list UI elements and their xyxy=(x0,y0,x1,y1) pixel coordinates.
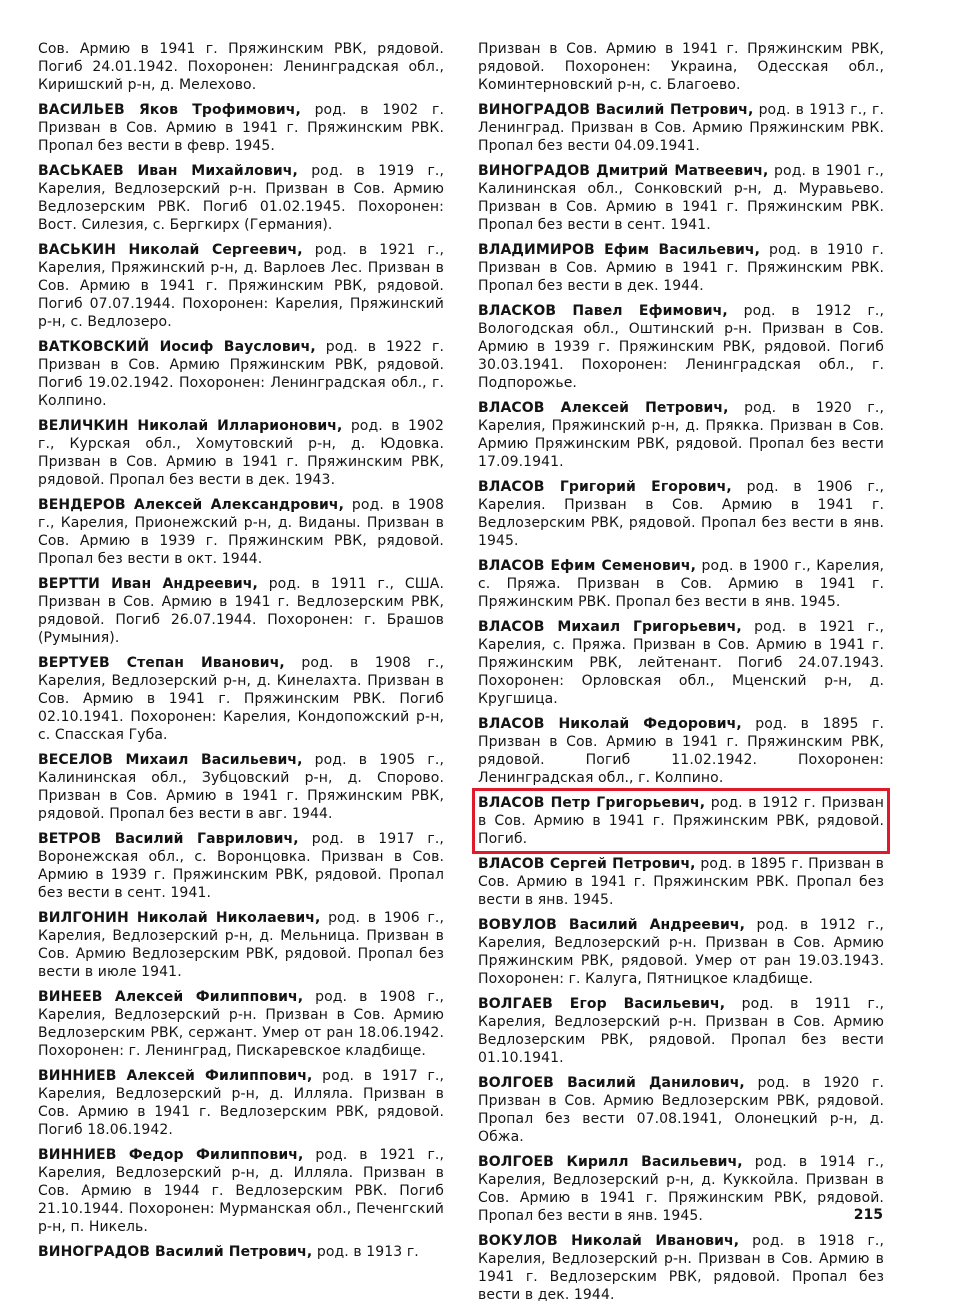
entry-text: род. в 1917 г., Воронежская обл., с. Воронцовка. Призван в Сов. Армию в 1939 г. Пряжинским РВК, рядовой. Пропал без вести в сент. 1941. xyxy=(38,831,444,901)
page-number: 215 xyxy=(853,1207,883,1223)
register-entry xyxy=(478,302,884,392)
entry-text: род. в 1912 г. Призван в Сов. Армию в 1941 г. Пряжинским РВК, рядовой. Погиб. xyxy=(478,795,884,847)
entry-text: род. в 1910 г. Призван в Сов. Армию в 1941 г. Пряжинским РВК. Пропал без вести в дек. 1944. xyxy=(478,242,884,294)
entry-text: род. в 1911 г., США. Призван в Сов. Армию в 1941 г. Ведлозерским РВК, рядовой. Погиб 26.07.1944. Похоронен: г. Брашов (Румыния). xyxy=(38,576,444,646)
entry-name: ВАТКОВСКИЙ Иосиф Вауслович, xyxy=(38,339,316,355)
register-entry xyxy=(478,855,884,909)
entry-name: ВОЛГОЕВ Кирилл Васильевич, xyxy=(478,1154,743,1170)
entry-name: ВЕТРОВ Василий Гаврилович, xyxy=(38,831,299,847)
entry-text: род. в 1908 г., Карелия, Прионежский р-н, д. Виданы. Призван в Сов. Армию в 1939 г. Пряжинским РВК, рядовой. Пропал без вести в окт. 1944. xyxy=(38,497,445,567)
entry-text: род. в 1895 г. Призван в Сов. Армию в 1941 г. Пряжинским РВК, рядовой. Погиб 11.02.1942. Похоронен: Ленинградская обл., г. Колпино. xyxy=(478,716,884,786)
entry-text: род. в 1911 г., Карелия, Ведлозерский р-н. Призван в Сов. Армию Ведлозерским РВК, рядовой. Пропал без вести 01.10.1941. xyxy=(478,996,884,1066)
entry-name: ВЕРТТИ Иван Андреевич, xyxy=(38,576,258,592)
entry-text: род. в 1921 г., Карелия, с. Пряжа. Призван в Сов. Армию в 1941 г. Пряжинским РВК, лейтенант. Погиб 24.07.1943. Похоронен: Орловская обл., Мценский р-н, д. Кругшица. xyxy=(478,619,885,707)
register-entry xyxy=(38,338,444,410)
entry-name: ВЛАСОВ Ефим Семенович, xyxy=(478,558,697,574)
entry-text: Призван в Сов. Армию в 1941 г. Пряжинским РВК, рядовой. Похоронен: Украина, Одесская обл., Коминтерновский р-н, с. Благоево. xyxy=(478,41,884,93)
entry-text: род. в 1895 г. Призван в Сов. Армию в 1941 г. Пряжинским РВК. Пропал без вести в янв. 1945. xyxy=(478,856,884,908)
register-entry xyxy=(478,715,884,787)
register-entry xyxy=(478,478,884,550)
entry-text: Сов. Армию в 1941 г. Пряжинским РВК, рядовой. Погиб 24.01.1942. Похоронен: Ленинградская обл., Киришский р-н, д. Мелехово. xyxy=(38,41,444,93)
entry-text: род. в 1901 г., Калининская обл., Сонковский р-н, д. Муравьево. Призван в Сов. Армию в 1941 г. Пряжинским РВК. Пропал без вести в сент. 1941. xyxy=(478,163,884,233)
entry-text: род. в 1920 г., Карелия, Пряжинский р-н, д. Прякка. Призван в Сов. Армию Пряжинским РВК, рядовой. Пропал без вести 17.09.1941. xyxy=(478,400,884,470)
register-entry xyxy=(38,1146,444,1236)
register-entry xyxy=(478,618,884,708)
register-entry xyxy=(478,1074,884,1146)
entry-name: ВОЛГАЕВ Егор Васильевич, xyxy=(478,996,726,1012)
register-entry xyxy=(478,916,884,988)
entry-text: род. в 1908 г., Карелия, Ведлозерский р-н. Призван в Сов. Армию Ведлозерским РВК, сержант. Умер от ран 18.06.1942. Похоронен: г. Ленинград, Пискаревское кладбище. xyxy=(38,989,444,1059)
entry-text: род. в 1921 г., Карелия, Пряжинский р-н, д. Варлоев Лес. Призван в Сов. Армию в 1941 г. Пряжинским РВК, рядовой. Погиб 07.07.1944. Похоронен: Карелия, Пряжинский р-н, с. Ведлозеро. xyxy=(38,242,445,330)
entry-name: ВОКУЛОВ Николай Иванович, xyxy=(478,1233,740,1249)
register-entry xyxy=(478,1232,884,1304)
register-entry xyxy=(478,241,884,295)
entry-name: ВИНОГРАДОВ Дмитрий Матвеевич, xyxy=(478,163,769,179)
entry-text: род. в 1900 г., Карелия, с. Пряжа. Призван в Сов. Армию в 1941 г. Пряжинским РВК. Пропал без вести в янв. 1945. xyxy=(478,558,885,610)
entry-name: ВОВУЛОВ Василий Андреевич, xyxy=(478,917,746,933)
register-entry xyxy=(478,101,884,155)
register-entry xyxy=(38,40,444,94)
entry-name: ВИНОГРАДОВ Василий Петрович, xyxy=(38,1244,313,1260)
entry-name: ВЕРТУЕВ Степан Иванович, xyxy=(38,655,285,671)
register-entry xyxy=(38,830,444,902)
right-column xyxy=(478,40,884,1311)
entry-text: род. в 1917 г., Карелия, Ведлозерский р-н, д. Илляла. Призван в Сов. Армию в 1941 г. Ведлозерским РВК, рядовой. Погиб 18.06.1942. xyxy=(38,1068,444,1138)
left-column xyxy=(38,40,444,1268)
entry-name: ВЛАДИМИРОВ Ефим Васильевич, xyxy=(478,242,761,258)
register-entry xyxy=(38,1067,444,1139)
register-entry xyxy=(38,101,444,155)
register-entry xyxy=(38,751,444,823)
register-entry xyxy=(38,654,444,744)
register-entry xyxy=(478,1153,884,1225)
register-entry xyxy=(38,162,444,234)
entry-name: ВОЛГОЕВ Василий Данилович, xyxy=(478,1075,745,1091)
register-entry xyxy=(38,241,444,331)
entry-name: ВИНЕЕВ Алексей Филиппович, xyxy=(38,989,304,1005)
entry-name: ВАСЬКАЕВ Иван Михайлович, xyxy=(38,163,298,179)
entry-name: ВИЛГОНИН Николай Николаевич, xyxy=(38,910,321,926)
entry-name: ВЛАСОВ Сергей Петрович, xyxy=(478,856,696,872)
entry-text: род. в 1908 г., Карелия, Ведлозерский р-н, д. Кинелахта. Призван в Сов. Армию в 1941 г. Пряжинским РВК. Погиб 02.10.1941. Похоронен: Карелия, Кондопожский р-н, с. Спасская Губа. xyxy=(38,655,445,743)
entry-name: ВЛАСОВ Григорий Егорович, xyxy=(478,479,732,495)
entry-text: род. в 1905 г., Калининская обл., Зубцовский р-н, д. Спорово. Призван в Сов. Армию в 1941 г. Пряжинским РВК, рядовой. Пропал без вести в авг. 1944. xyxy=(38,752,444,822)
entry-name: ВЛАСОВ Михаил Григорьевич, xyxy=(478,619,742,635)
entry-text: род. в 1913 г., г. Ленинград. Призван в Сов. Армию Пряжинским РВК. Пропал без вести 04.09.1941. xyxy=(478,102,884,154)
entry-name: ВЛАСОВ Николай Федорович, xyxy=(478,716,742,732)
register-entry xyxy=(478,557,884,611)
register-entry xyxy=(478,162,884,234)
register-entry xyxy=(38,417,444,489)
highlighted-entry xyxy=(478,794,884,848)
register-entry xyxy=(478,40,884,94)
entry-name: ВИНОГРАДОВ Василий Петрович, xyxy=(478,102,754,118)
entry-text: род. в 1914 г., Карелия, Ведлозерский р-н, д. Куккойла. Призван в Сов. Армию в 1941 г. Пряжинским РВК, рядовой. Пропал без вести в янв. 1945. xyxy=(478,1154,885,1224)
entry-text: род. в 1912 г., Карелия, Ведлозерский р-н. Призван в Сов. Армию Пряжинским РВК, рядовой. Умер от ран 19.03.1943. Похоронен: г. Калуга, Пятницкое кладбище. xyxy=(478,917,884,987)
entry-text: род. в 1922 г. Призван в Сов. Армию Пряжинским РВК, рядовой. Погиб 19.02.1942. Похоронен: Ленинградская обл., г. Колпино. xyxy=(38,339,444,409)
entry-name: ВЛАСОВ Алексей Петрович, xyxy=(478,400,729,416)
entry-text: род. в 1906 г., Карелия, Ведлозерский р-н, д. Мельница. Призван в Сов. Армию Ведлозерским РВК, рядовой. Пропал без вести в июле 1941. xyxy=(38,910,444,980)
entry-name: ВИННИЕВ Алексей Филиппович, xyxy=(38,1068,313,1084)
entry-text: род. в 1906 г., Карелия. Призван в Сов. Армию в 1941 г. Ведлозерским РВК, рядовой. Пропал без вести в янв. 1945. xyxy=(478,479,884,549)
entry-name: ВЕЛИЧКИН Николай Илларионович, xyxy=(38,418,343,434)
entry-text: род. в 1902 г., Курская обл., Хомутовский р-н, д. Юдовка. Призван в Сов. Армию в 1941 г. Пряжинским РВК, рядовой. Пропал без вести в дек. 1943. xyxy=(38,418,444,488)
entry-name: ВАСЬКИН Николай Сергеевич, xyxy=(38,242,303,258)
register-entry xyxy=(478,995,884,1067)
register-entry xyxy=(478,399,884,471)
register-entry xyxy=(38,575,444,647)
entry-text: род. в 1920 г. Призван в Сов. Армию Ведлозерским РВК, рядовой. Пропал без вести 07.08.1941, Олонецкий р-н, д. Обжа. xyxy=(478,1075,884,1145)
entry-name: ВЛАСКОВ Павел Ефимович, xyxy=(478,303,728,319)
entry-name: ВЕНДЕРОВ Алексей Александрович, xyxy=(38,497,345,513)
register-entry xyxy=(38,496,444,568)
register-entry xyxy=(38,909,444,981)
register-entry xyxy=(38,988,444,1060)
entry-name: ВЕСЕЛОВ Михаил Васильевич, xyxy=(38,752,303,768)
register-entry xyxy=(38,1243,444,1261)
entry-text: род. в 1913 г. xyxy=(312,1244,419,1260)
entry-name: ВАСИЛЬЕВ Яков Трофимович, xyxy=(38,102,301,118)
entry-text: род. в 1912 г., Вологодская обл., Оштинский р-н. Призван в Сов. Армию в 1939 г. Пряжинским РВК, рядовой. Погиб 30.03.1941. Похоронен: Ленинградская обл., г. Подпорожье. xyxy=(478,303,885,391)
entry-text: род. в 1921 г., Карелия, Ведлозерский р-н, д. Илляла. Призван в Сов. Армию в 1944 г. Ведлозерским РВК. Погиб 21.10.1944. Похоронен: Мурманская обл., Печенгский р-н, п. Никель. xyxy=(38,1147,444,1235)
entry-text: род. в 1919 г., Карелия, Ведлозерский р-н. Призван в Сов. Армию Ведлозерским РВК. Погиб 01.02.1945. Похоронен: Вост. Силезия, с. Бергкирх (Германия). xyxy=(38,163,444,233)
entry-name: ВЛАСОВ Петр Григорьевич, xyxy=(478,795,706,811)
entry-text: род. в 1902 г. Призван в Сов. Армию в 1941 г. Пряжинским РВК. Пропал без вести в февр. 1945. xyxy=(38,102,444,154)
entry-name: ВИННИЕВ Федор Филиппович, xyxy=(38,1147,304,1163)
entry-text: род. в 1918 г., Карелия, Ведлозерский р-н. Призван в Сов. Армию в 1941 г. Ведлозерским РВК, рядовой. Пропал без вести в дек. 1944. xyxy=(478,1233,885,1303)
